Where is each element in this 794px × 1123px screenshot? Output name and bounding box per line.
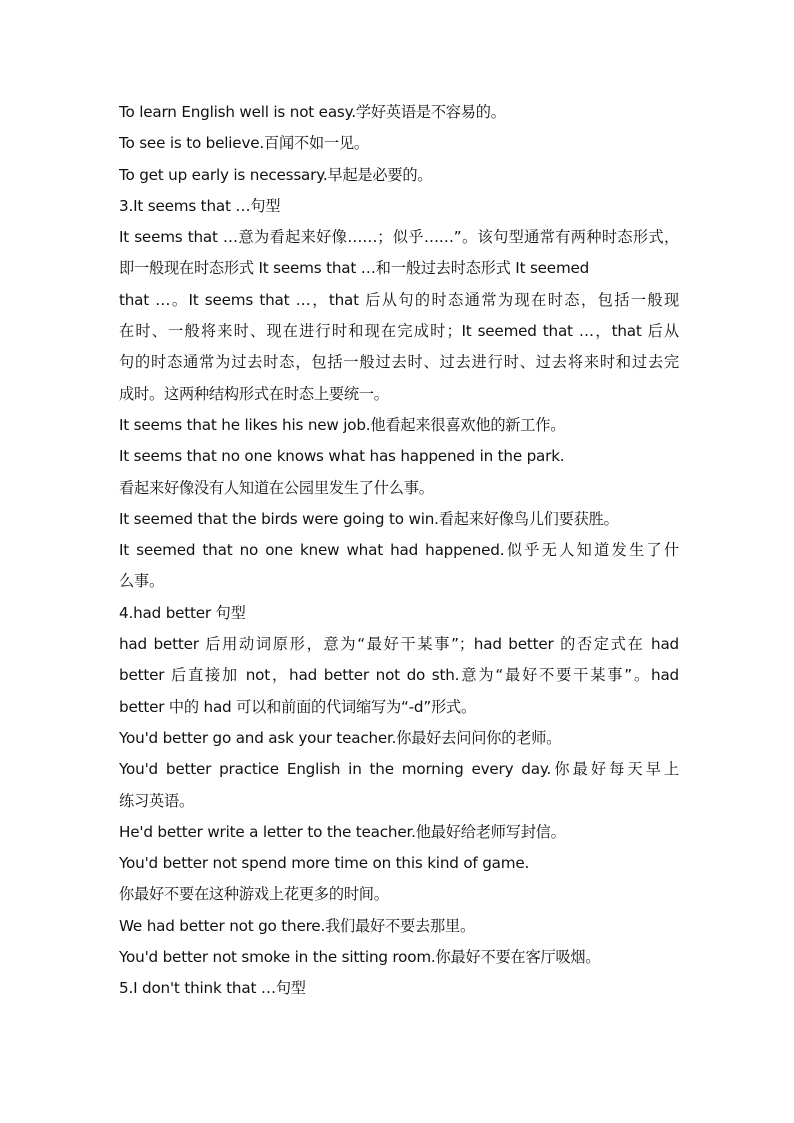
text-line: better 后直接加 not，had better not do sth.意为“最好不要干某事”。had [119,666,679,685]
text-line: 看起来好像没有人知道在公园里发生了什么事。 [119,478,434,497]
text-line: that …。It seems that …，that 后从句的时态通常为现在时态，包括一般现 [119,290,679,309]
text-line: It seemed that the birds were going to win.看起来好像鸟儿们要获胜。 [119,509,619,528]
text-line: 句的时态通常为过去时态，包括一般过去时、过去进行时、过去将来时和过去完 [119,353,679,372]
text-line: You'd better not spend more time on this kind of game. [119,854,530,873]
text-line: 即一般现在时态形式 It seems that …和一般过去时态形式 It seemed [119,259,590,278]
text-line: 你最好不要在这种游戏上花更多的时间。 [119,885,389,904]
text-line: To see is to believe.百闻不如一见。 [119,134,369,153]
text-line: You'd better not smoke in the sitting room.你最好不要在客厅吸烟。 [119,948,601,967]
text-line: To learn English well is not easy.学好英语是不容易的。 [119,103,506,121]
text-line: You'd better go and ask your teacher.你最好去问问你的老师。 [119,728,562,747]
text-line: You'd better practice English in the morning every day.你最好每天早上 [119,760,679,779]
text-line: It seemed that no one knew what had happened.似乎无人知道发生了什 [119,541,679,560]
text-line: better 中的 had 可以和前面的代词缩写为“-d”形式。 [119,697,476,716]
text-line: 么事。 [119,572,164,591]
text-line: 成时。这两种结构形式在时态上要统一。 [119,384,389,403]
section-heading: 3.It seems that …句型 [119,196,281,215]
text-line: It seems that no one knows what has happened in the park. [119,447,565,466]
text-line: had better 后用动词原形，意为“最好干某事”；had better 的否定式在 had [119,635,679,654]
text-line: He'd better write a letter to the teacher.他最好给老师写封信。 [119,822,566,841]
text-line: 在时、一般将来时、现在进行时和现在完成时；It seemed that …，that 后从 [119,322,679,341]
text-line: To get up early is necessary.早起是必要的。 [119,165,433,184]
text-line: It seems that he likes his new job.他看起来很喜欢他的新工作。 [119,415,566,434]
text-line: We had better not go there.我们最好不要去那里。 [119,916,475,935]
text-line: 练习英语。 [119,791,194,810]
text-line: It seems that …意为看起来好像……；似乎……”。该句型通常有两种时态形式， [119,228,679,247]
section-heading: 4.had better 句型 [119,603,246,622]
section-heading: 5.I don't think that …句型 [119,979,306,998]
document-body [119,97,679,1005]
